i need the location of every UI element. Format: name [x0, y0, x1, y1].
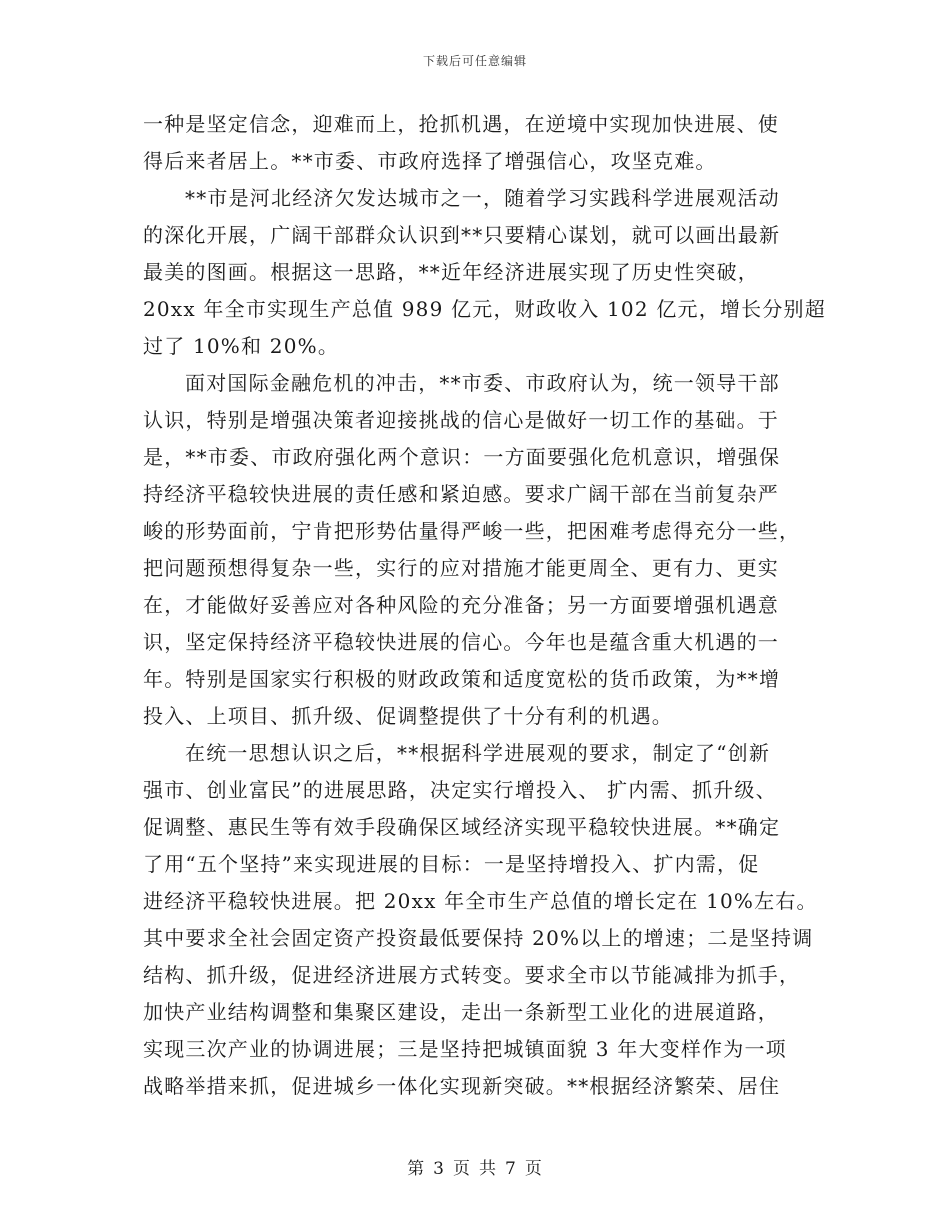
text-line: 了用“五个坚持”来实现进展的目标：一是坚持增投入、扩内需，促: [143, 852, 760, 876]
text-line: 是，**市委、市政府强化两个意识：一方面要强化危机意识，增强保: [143, 445, 781, 469]
text-line: 认识，特别是增强决策者迎接挑战的信心是做好一切工作的基础。于: [143, 408, 779, 432]
paragraph-start-line: 在统一思想认识之后，**根据科学进展观的要求，制定了“创新: [185, 741, 771, 765]
text-line: 加快产业结构调整和集聚区建设，走出一条新型工业化的进展道路，: [143, 1000, 779, 1024]
text-line: 一种是坚定信念，迎难而上，抢抓机遇，在逆境中实现加快进展、使: [143, 112, 779, 136]
text-line: 把问题预想得复杂一些，实行的应对措施才能更周全、更有力、更实: [143, 556, 779, 580]
text-line: 持经济平稳较快进展的责任感和紧迫感。要求广阔干部在当前复杂严: [143, 482, 779, 506]
text-line: 得后来者居上。**市委、市政府选择了增强信心，攻坚克难。: [143, 149, 717, 173]
text-line: 过了 10%和 20%。: [143, 334, 340, 358]
footer-label-gong: 共: [479, 1159, 497, 1179]
page-footer: [0, 1154, 950, 1179]
text-line: 其中要求全社会固定资产投资最低要保持 20%以上的增速；二是坚持调: [143, 926, 814, 950]
page-header: 下载后可任意编辑: [422, 54, 527, 68]
paragraph-start-line: **市是河北经济欠发达城市之一，随着学习实践科学进展观活动: [185, 186, 780, 210]
text-line: 投入、上项目、抓升级、促调整提供了十分有利的机遇。: [143, 704, 673, 728]
text-line: 进经济平稳较快进展。把 20xx 年全市生产总值的增长定在 10%左右。: [143, 889, 818, 913]
paragraph-start-line: 面对国际金融危机的冲击，**市委、市政府认为，统一领导干部: [185, 371, 780, 395]
text-line: 识，坚定保持经济平稳较快进展的信心。今年也是蕴含重大机遇的一: [143, 630, 779, 654]
document-body: [143, 106, 826, 1105]
text-line: 的深化开展，广阔干部群众认识到**只要精心谋划，就可以画出最新: [143, 223, 781, 247]
total-pages: 7: [505, 1159, 517, 1179]
footer-label-ye2: 页: [524, 1159, 543, 1179]
text-line: 战略举措来抓，促进城乡一体化实现新突破。**根据经济繁荣、居住: [143, 1074, 781, 1098]
text-line: 促调整、惠民生等有效手段确保区域经济实现平稳较快进展。**确定: [143, 815, 781, 839]
text-line: 最美的图画。根据这一思路，**近年经济进展实现了历史性突破，: [143, 260, 759, 284]
text-line: 年。特别是国家实行积极的财政政策和适度宽松的货币政策，为**增: [143, 667, 781, 691]
footer-label-di: 第: [407, 1159, 426, 1179]
footer-label-ye: 页: [453, 1159, 471, 1179]
text-line: 强市、创业富民”的进展思路，决定实行增投入、 扩内需、抓升级、: [143, 778, 777, 802]
text-line: 实现三次产业的协调进展；三是坚持把城镇面貌 3 年大变样作为一项: [143, 1037, 787, 1061]
text-line: 结构、抓升级，促进经济进展方式转变。要求全市以节能减排为抓手，: [143, 963, 801, 987]
text-line: 在，才能做好妥善应对各种风险的充分准备；另一方面要增强机遇意: [143, 593, 779, 617]
page-number: 3: [433, 1159, 445, 1179]
text-line: 20xx 年全市实现生产总值 989 亿元，财政收入 102 亿元，增长分别超: [143, 297, 826, 321]
text-line: 峻的形势面前，宁肯把形势估量得严峻一些，把困难考虑得充分一些，: [143, 519, 801, 543]
